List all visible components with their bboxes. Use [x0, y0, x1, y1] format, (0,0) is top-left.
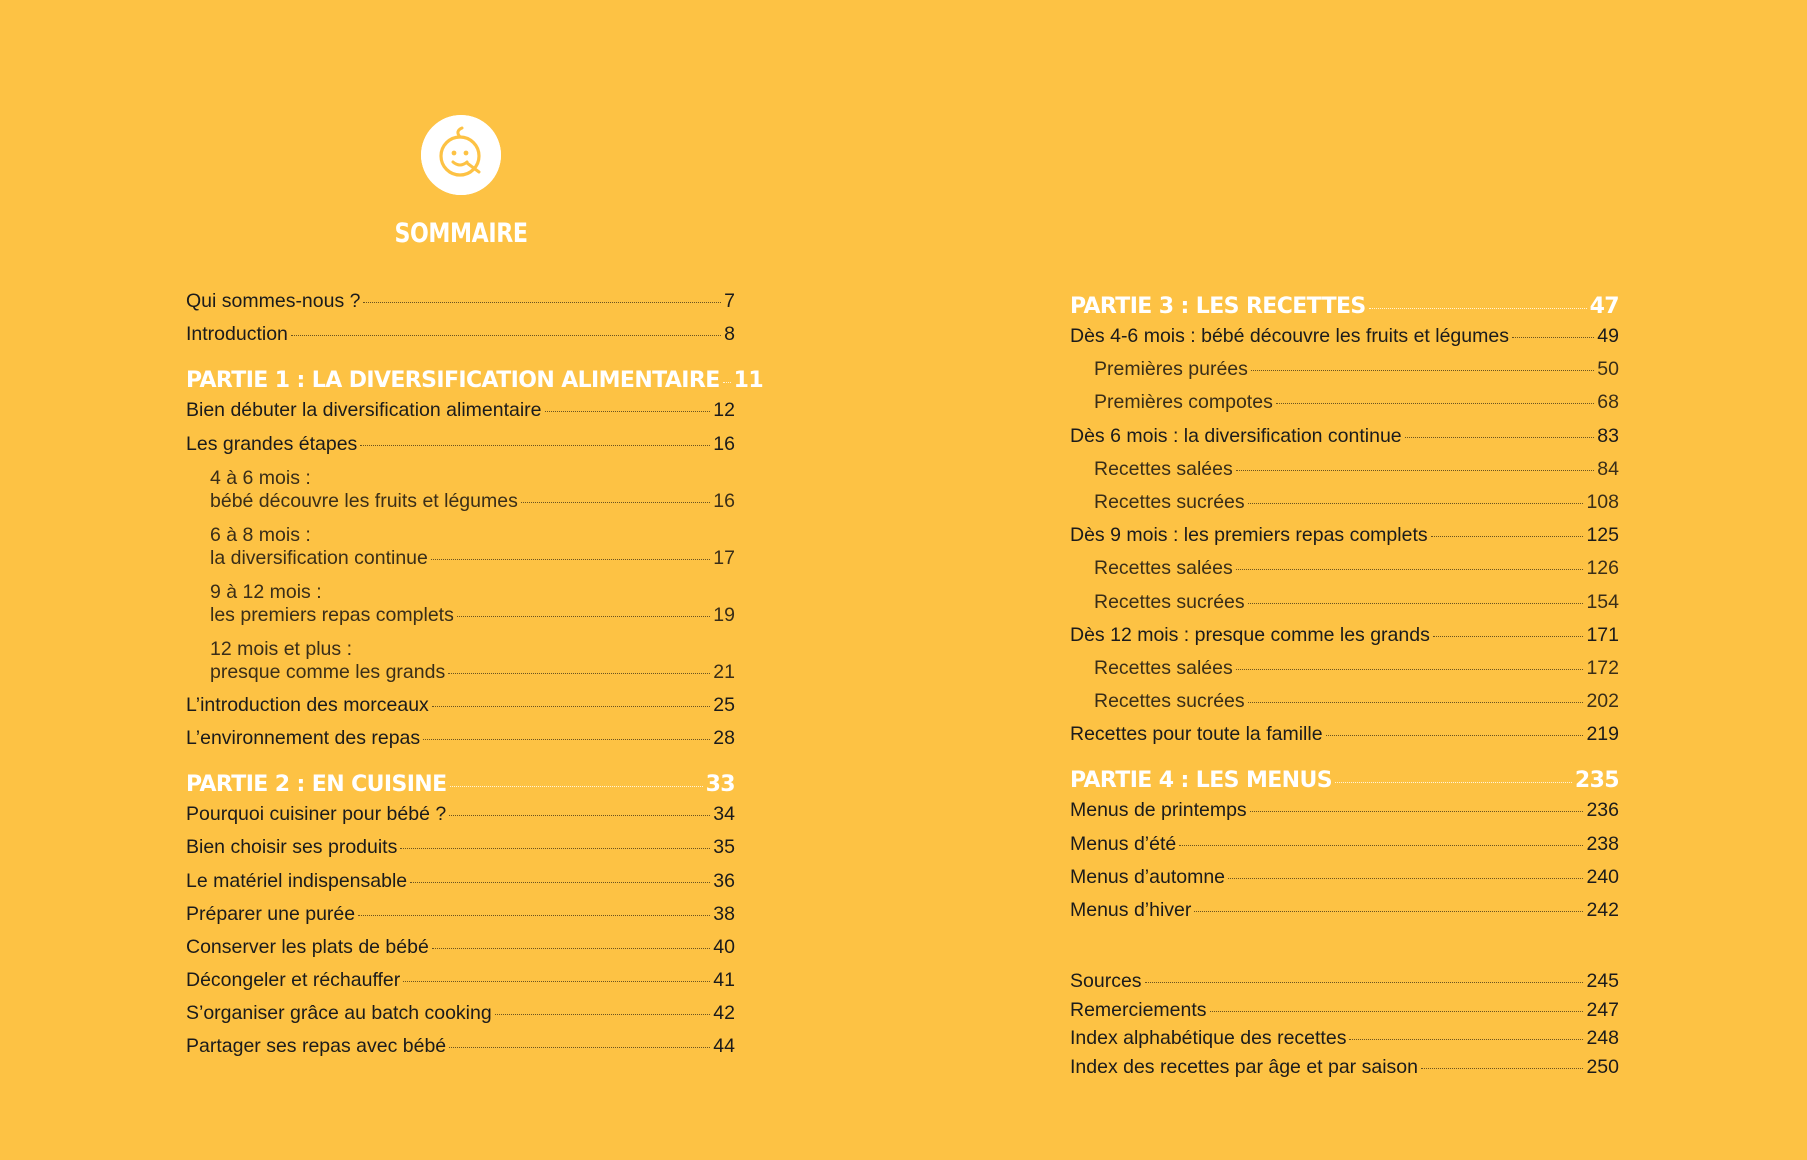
toc-entry-label: Menus d’automne	[1070, 865, 1226, 888]
subentry-page: 126	[1586, 557, 1619, 580]
toc-entry[interactable]	[186, 969, 735, 1002]
dot-leader	[1248, 702, 1584, 703]
part-title: PARTIE 4 : LES MENUS	[1070, 768, 1332, 794]
toc-left-column	[186, 290, 764, 1069]
toc-entry-page: 41	[713, 969, 735, 992]
subentry-age: 4 à 6 mois :	[210, 466, 311, 489]
subentry-page: 108	[1586, 490, 1619, 513]
toc-entry-label: Les grandes étapes	[186, 432, 358, 455]
toc-entry-label: S’organiser grâce au batch cooking	[186, 1002, 492, 1025]
dot-leader	[1228, 878, 1583, 879]
dot-leader	[1349, 1039, 1583, 1040]
toc-entry[interactable]	[186, 803, 735, 836]
toc-entry-label: Dès 9 mois : les premiers repas complets	[1070, 524, 1428, 547]
subentry-label: Recettes sucrées	[1094, 690, 1245, 713]
toc-entry-page: 42	[713, 1002, 735, 1025]
toc-entry[interactable]	[1070, 723, 1619, 756]
subentry-page: 50	[1597, 358, 1619, 381]
toc-entry-label: L’introduction des morceaux	[186, 693, 429, 716]
subentry-label: la diversification continue	[210, 546, 428, 569]
toc-entry-label: Remerciements	[1070, 998, 1207, 1021]
toc-subentry[interactable]	[186, 523, 735, 580]
dot-leader	[1512, 337, 1594, 338]
toc-entry-page: 238	[1586, 832, 1619, 855]
toc-entry[interactable]	[1070, 899, 1619, 932]
toc-entry-page: 34	[713, 803, 735, 826]
toc-entry[interactable]	[186, 433, 735, 466]
toc-entry[interactable]	[186, 399, 735, 432]
dot-leader	[432, 706, 710, 707]
subentry-label: Recettes sucrées	[1094, 590, 1245, 613]
subentry-label: bébé découvre les fruits et légumes	[210, 489, 518, 512]
toc-subentry[interactable]	[1070, 391, 1619, 424]
toc-entry-label: Sources	[1070, 970, 1142, 993]
toc-entry-label: Menus d’hiver	[1070, 899, 1192, 921]
dot-leader	[1421, 1068, 1583, 1069]
dot-leader	[291, 335, 721, 336]
dot-leader	[360, 445, 710, 446]
dot-leader	[1250, 811, 1584, 812]
toc-entry[interactable]	[186, 1035, 735, 1068]
toc-entry[interactable]	[1070, 866, 1619, 899]
dot-leader	[432, 948, 710, 949]
baby-face-icon	[421, 115, 501, 195]
toc-entry[interactable]	[186, 290, 735, 323]
part-page: 47	[1589, 294, 1619, 319]
toc-entry-label: Bien débuter la diversification alimentaire	[186, 399, 542, 422]
toc-entry-page: 83	[1597, 424, 1619, 447]
toc-entry[interactable]	[186, 694, 735, 727]
toc-subentry[interactable]	[1070, 491, 1619, 524]
toc-subentry[interactable]	[1070, 657, 1619, 690]
toc-entry[interactable]	[186, 903, 735, 936]
subentry-label: Premières purées	[1094, 358, 1248, 381]
subentry-label: Premières compotes	[1094, 391, 1273, 414]
toc-entry-page: 12	[713, 399, 735, 422]
toc-entry-page: 7	[724, 290, 735, 312]
subentry-label: Recettes salées	[1094, 457, 1233, 480]
toc-entry[interactable]	[1070, 624, 1619, 657]
dot-leader	[1276, 403, 1594, 404]
toc-entry-page: 40	[713, 935, 735, 958]
toc-entry[interactable]	[1070, 1056, 1619, 1085]
toc-entry-label: Bien choisir ses produits	[186, 836, 398, 859]
dot-leader	[723, 382, 731, 383]
dot-leader	[431, 559, 710, 560]
toc-entry-label: Pourquoi cuisiner pour bébé ?	[186, 803, 447, 826]
toc-entry-page: 248	[1586, 1027, 1619, 1050]
subentry-label: Recettes salées	[1094, 557, 1233, 580]
dot-leader	[449, 815, 710, 816]
toc-subentry[interactable]	[186, 466, 735, 523]
dot-leader	[457, 616, 710, 617]
toc-right-column	[1070, 294, 1619, 1084]
toc-entry-label: Dès 6 mois : la diversification continue	[1070, 424, 1402, 447]
toc-entry-page: 44	[713, 1035, 735, 1058]
toc-entry-page: 38	[713, 902, 735, 925]
dot-leader	[1179, 845, 1583, 846]
toc-entry[interactable]	[186, 836, 735, 869]
toc-entry[interactable]	[186, 936, 735, 969]
toc-subentry[interactable]	[186, 637, 735, 694]
part-page: 33	[705, 772, 735, 798]
dot-leader	[1431, 536, 1584, 537]
subentry-label: Recettes salées	[1094, 656, 1233, 679]
toc-entry-page: 236	[1586, 799, 1619, 822]
toc-entry-page: 28	[713, 726, 735, 749]
toc-entry-label: Conserver les plats de bébé	[186, 935, 429, 958]
part-title: PARTIE 1 : LA DIVERSIFICATION ALIMENTAIRE	[186, 368, 720, 394]
toc-entry[interactable]	[1070, 799, 1619, 832]
toc-entry-page: 245	[1586, 970, 1619, 993]
toc-entry-page: 171	[1586, 623, 1619, 646]
subentry-age: 6 à 8 mois :	[210, 523, 311, 546]
part-heading[interactable]	[186, 772, 735, 803]
dot-leader	[1236, 569, 1584, 570]
dot-leader	[1194, 911, 1583, 912]
dot-leader	[400, 848, 710, 849]
dot-leader	[403, 981, 710, 982]
toc-entry-page: 242	[1586, 899, 1619, 921]
dot-leader	[363, 302, 721, 303]
dot-leader	[1326, 735, 1584, 736]
toc-entry-label: Préparer une purée	[186, 902, 356, 925]
toc-entry-page: 36	[713, 869, 735, 892]
subentry-label: Recettes sucrées	[1094, 490, 1245, 513]
subentry-page: 21	[713, 660, 735, 683]
toc-entry-page: 240	[1586, 865, 1619, 888]
toc-entry-label: L’environnement des repas	[186, 726, 421, 749]
dot-leader	[545, 411, 711, 412]
subentry-page: 68	[1597, 391, 1619, 414]
page-title: SOMMAIRE	[394, 218, 528, 249]
toc-entry-label: Menus de printemps	[1070, 799, 1247, 822]
dot-leader	[1433, 636, 1584, 637]
dot-leader	[1251, 370, 1594, 371]
toc-entry[interactable]	[1070, 970, 1619, 999]
toc-entry-label: Recettes pour toute la famille	[1070, 723, 1323, 746]
subentry-page: 202	[1586, 690, 1619, 713]
toc-entry[interactable]	[186, 323, 735, 356]
toc-entry[interactable]	[1070, 833, 1619, 866]
dot-leader	[1210, 1011, 1584, 1012]
dot-leader	[450, 786, 703, 787]
dot-leader	[1236, 669, 1584, 670]
toc-entry-page: 219	[1586, 723, 1619, 746]
subentry-age: 12 mois et plus :	[210, 637, 352, 660]
toc-entry-page: 16	[713, 432, 735, 455]
dot-leader	[448, 673, 710, 674]
subentry-label: presque comme les grands	[210, 660, 446, 683]
toc-entry[interactable]	[1070, 999, 1619, 1028]
toc-entry-label: Dès 12 mois : presque comme les grands	[1070, 623, 1430, 646]
toc-entry-page: 25	[713, 693, 735, 716]
toc-entry-page: 247	[1586, 998, 1619, 1021]
subentry-page: 172	[1586, 656, 1619, 679]
toc-entry[interactable]	[186, 727, 735, 760]
dot-leader	[1369, 308, 1587, 309]
dot-leader	[1248, 603, 1584, 604]
toc-entry-label: Index alphabétique des recettes	[1070, 1027, 1347, 1050]
subentry-age: 9 à 12 mois :	[210, 580, 322, 603]
subentry-page: 19	[713, 603, 735, 626]
toc-entry-page: 8	[724, 323, 735, 346]
toc-subentry[interactable]	[1070, 358, 1619, 391]
toc-entry[interactable]	[1070, 325, 1619, 358]
toc-entry-page: 35	[713, 836, 735, 859]
dot-leader	[495, 1014, 711, 1015]
part-page: 11	[733, 368, 764, 394]
dot-leader	[1236, 470, 1595, 471]
dot-leader	[521, 502, 710, 503]
toc-entry-label: Menus d’été	[1070, 832, 1177, 855]
part-title: PARTIE 2 : EN CUISINE	[186, 772, 447, 798]
toc-entry-label: Partager ses repas avec bébé	[186, 1035, 447, 1058]
toc-entry-label: Introduction	[186, 323, 288, 346]
dot-leader	[423, 739, 710, 740]
toc-entry[interactable]	[1070, 1027, 1619, 1056]
part-heading[interactable]	[1070, 294, 1619, 325]
toc-entry[interactable]	[186, 870, 735, 903]
dot-leader	[1145, 982, 1584, 983]
subentry-page: 16	[713, 489, 735, 512]
dot-leader	[1405, 437, 1595, 438]
toc-entry-label: Décongeler et réchauffer	[186, 969, 401, 992]
toc-subentry[interactable]	[1070, 557, 1619, 590]
toc-entry-page: 49	[1597, 325, 1619, 347]
toc-entry[interactable]	[1070, 425, 1619, 458]
toc-entry[interactable]	[1070, 524, 1619, 557]
dot-leader	[1335, 782, 1572, 783]
toc-entry-label: Qui sommes-nous ?	[186, 290, 361, 312]
subentry-page: 17	[713, 546, 735, 569]
toc-entry-page: 125	[1586, 524, 1619, 547]
toc-subentry[interactable]	[1070, 591, 1619, 624]
toc-subentry[interactable]	[1070, 690, 1619, 723]
part-page: 235	[1574, 768, 1619, 794]
subentry-label: les premiers repas complets	[210, 603, 454, 626]
toc-entry[interactable]	[186, 1002, 735, 1035]
toc-entry-label: Dès 4-6 mois : bébé découvre les fruits et légumes	[1070, 325, 1509, 347]
subentry-page: 154	[1586, 590, 1619, 613]
dot-leader	[358, 915, 710, 916]
toc-subentry[interactable]	[1070, 458, 1619, 491]
dot-leader	[410, 882, 710, 883]
toc-entry-label: Le matériel indispensable	[186, 869, 408, 892]
dot-leader	[1248, 503, 1584, 504]
part-heading[interactable]	[186, 368, 764, 399]
toc-subentry[interactable]	[186, 580, 735, 637]
toc-entry-label: Index des recettes par âge et par saison	[1070, 1055, 1418, 1078]
part-title: PARTIE 3 : LES RECETTES	[1070, 294, 1366, 319]
subentry-page: 84	[1597, 457, 1619, 480]
part-heading[interactable]	[1070, 768, 1619, 799]
dot-leader	[449, 1047, 710, 1048]
toc-entry-page: 250	[1586, 1055, 1619, 1078]
